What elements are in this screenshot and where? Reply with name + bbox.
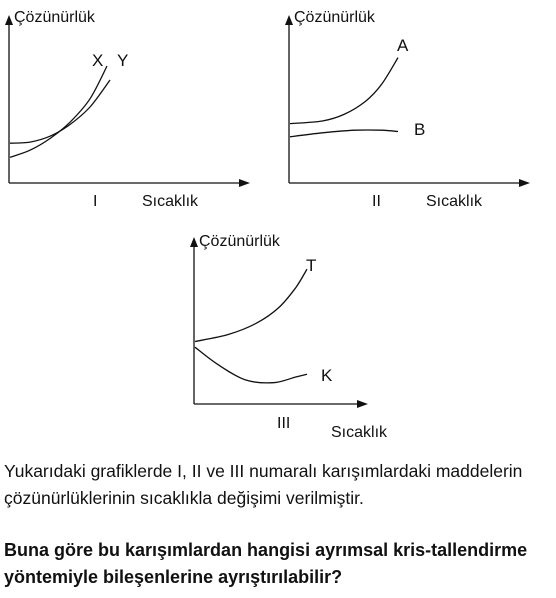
x-axis-arrow (519, 179, 530, 187)
y-axis-arrow (285, 15, 293, 25)
series-line-A (290, 58, 398, 124)
y-axis-label: Çözünürlük (294, 9, 375, 26)
panel-label: I (93, 193, 98, 210)
caption-text: Yukarıdaki grafiklerde I, II ve III numaralı karışımlardaki maddelerin çözünürlüklerinin sıcaklıkla değişimi verilmiştir. (4, 461, 523, 508)
series-line-X (10, 66, 107, 157)
y-axis-label: Çözünürlük (199, 233, 280, 250)
chart-panel-I (5, 9, 250, 210)
x-axis-arrow (357, 400, 368, 408)
x-axis-label: Sıcaklık (426, 193, 483, 210)
x-axis-arrow (239, 179, 250, 187)
series-label-X: X (92, 51, 104, 70)
x-axis-label: Sıcaklık (142, 193, 199, 210)
y-axis-arrow (190, 237, 198, 247)
series-label-A: A (397, 36, 409, 55)
series-label-B: B (414, 120, 426, 139)
x-axis-label: Sıcaklık (331, 424, 388, 441)
y-axis-arrow (5, 15, 13, 25)
panel-label: II (372, 193, 381, 210)
y-axis-label: Çözünürlük (14, 9, 95, 26)
chart-panel-III (190, 233, 388, 441)
series-label-T: T (306, 256, 317, 275)
series-label-K: K (321, 366, 333, 385)
question-text: Buna göre bu karışımlardan hangisi ayrımsal kris-tallendirme yöntemiyle bileşenlerine ayrıştırılabilir? (4, 540, 528, 587)
panel-label: III (277, 415, 291, 432)
series-line-B (290, 130, 398, 137)
series-line-T (195, 269, 307, 341)
series-line-K (195, 347, 307, 383)
chart-panel-II (285, 9, 530, 210)
series-label-Y: Y (117, 51, 129, 70)
